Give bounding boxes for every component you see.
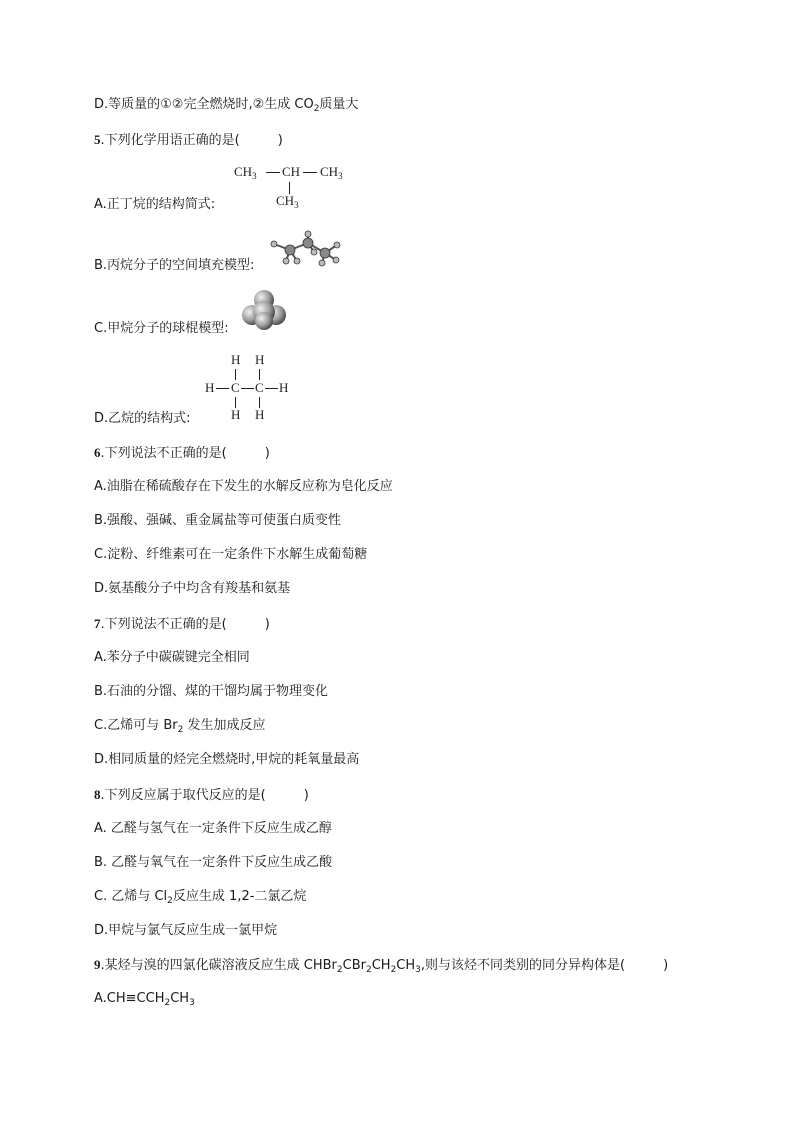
- subscript: 3: [338, 171, 343, 181]
- paren-close: ): [264, 446, 270, 461]
- option-text: D.等质量的①②完全燃烧时,②生成 CO: [94, 97, 314, 112]
- option-text: A.CH≡CCH: [94, 991, 165, 1006]
- option-5d: D.乙烷的结构式:: [94, 411, 191, 426]
- propane-model-image: [264, 230, 344, 270]
- question-text: .下列说法不正确的是(: [100, 446, 227, 461]
- bond: [259, 369, 260, 380]
- question-text: .下列化学用语正确的是(: [100, 133, 240, 148]
- paren-close: ): [663, 958, 669, 973]
- formula-text: CBr: [342, 958, 366, 973]
- option-text: C. 乙烯与 Cl: [94, 889, 168, 904]
- ethane-formula: [205, 352, 295, 422]
- option-7a: A.苯分子中碳碳键完全相同: [94, 650, 250, 665]
- bond: [303, 172, 317, 173]
- question-text: .某烃与溴的四氯化碳溶液反应生成 CHBr: [100, 958, 337, 973]
- atom-c: C: [255, 380, 264, 395]
- option-8b: B. 乙醛与氧气在一定条件下反应生成乙酸: [94, 855, 333, 870]
- subscript: 2: [164, 998, 171, 1008]
- subscript: 3: [294, 200, 299, 210]
- question-number: 8: [94, 787, 101, 802]
- paren-close: ): [264, 617, 270, 632]
- subscript: 2: [167, 896, 173, 906]
- subscript: 2: [177, 725, 184, 735]
- subscript: 2: [313, 104, 320, 114]
- formula-text: CH: [396, 958, 416, 973]
- option-7b: B.石油的分馏、煤的干馏均属于物理变化: [94, 684, 329, 699]
- question-5: [94, 131, 283, 150]
- option-6c: C.淀粉、纤维素可在一定条件下水解生成葡萄糖: [94, 547, 368, 562]
- option-8a: A. 乙醛与氢气在一定条件下反应生成乙醇: [94, 821, 332, 836]
- question-text: ,则与该烃不同类别的同分异构体是(: [420, 958, 626, 973]
- bond: [241, 388, 254, 389]
- formula-text: CH: [371, 958, 391, 973]
- bond: [265, 388, 278, 389]
- bond: [235, 369, 236, 380]
- question-7: [94, 615, 270, 634]
- subscript: 2: [365, 965, 372, 975]
- option-text: CH: [170, 991, 190, 1006]
- subscript: 2: [390, 965, 397, 975]
- question-text: .下列说法不正确的是(: [100, 617, 227, 632]
- question-number: 5: [94, 132, 101, 147]
- subscript: 3: [252, 171, 257, 181]
- option-5a: A.正丁烷的结构简式:: [94, 197, 216, 212]
- option-7c: [94, 717, 265, 735]
- question-text: .下列反应属于取代反应的是(: [100, 788, 266, 803]
- atom-h: H: [255, 407, 265, 422]
- question-6: [94, 444, 270, 463]
- formula-text: CH: [320, 164, 339, 179]
- subscript: 3: [189, 998, 195, 1008]
- option-9a: [94, 990, 195, 1008]
- option-text: 质量大: [319, 97, 359, 112]
- option-5c: C.甲烷分子的球棍模型:: [94, 321, 229, 336]
- formula-text: CH: [282, 164, 301, 179]
- atom-h: H: [205, 380, 215, 395]
- option-6b: B.强酸、强碱、重金属盐等可使蛋白质变性: [94, 513, 342, 528]
- bond: [266, 172, 280, 173]
- methane-model-image: [240, 288, 290, 332]
- option-8d: D.甲烷与氯气反应生成一氯甲烷: [94, 923, 278, 938]
- option-text: C.乙烯可与 Br: [94, 718, 178, 733]
- atom-h: H: [279, 380, 289, 395]
- question-number: 6: [94, 445, 101, 460]
- paren-close: ): [277, 133, 283, 148]
- question-number: 9: [94, 957, 101, 972]
- option-text: 发生加成反应: [183, 718, 266, 733]
- question-8: [94, 786, 309, 805]
- option-text: 反应生成 1,2-二氯乙烷: [172, 889, 307, 904]
- atom-c: C: [231, 380, 240, 395]
- formula-text: CH: [234, 164, 253, 179]
- subscript: 3: [415, 965, 421, 975]
- option-5b: B.丙烷分子的空间填充模型:: [94, 258, 255, 273]
- option-8c: [94, 888, 306, 906]
- atom-h: H: [231, 407, 241, 422]
- question-number: 7: [94, 616, 101, 631]
- subscript: 2: [336, 965, 343, 975]
- paren-close: ): [303, 788, 309, 803]
- atom-h: H: [231, 352, 241, 367]
- formula-text: CH: [276, 193, 295, 208]
- atom-h: H: [255, 352, 265, 367]
- option-6d: D.氨基酸分子中均含有羧基和氨基: [94, 581, 291, 596]
- question-9: [94, 956, 668, 975]
- option-7d: D.相同质量的烃完全燃烧时,甲烷的耗氧量最高: [94, 752, 360, 767]
- bond: [216, 388, 229, 389]
- option-d-prev: [94, 96, 358, 114]
- option-6a: A.油脂在稀硫酸存在下发生的水解反应称为皂化反应: [94, 479, 393, 494]
